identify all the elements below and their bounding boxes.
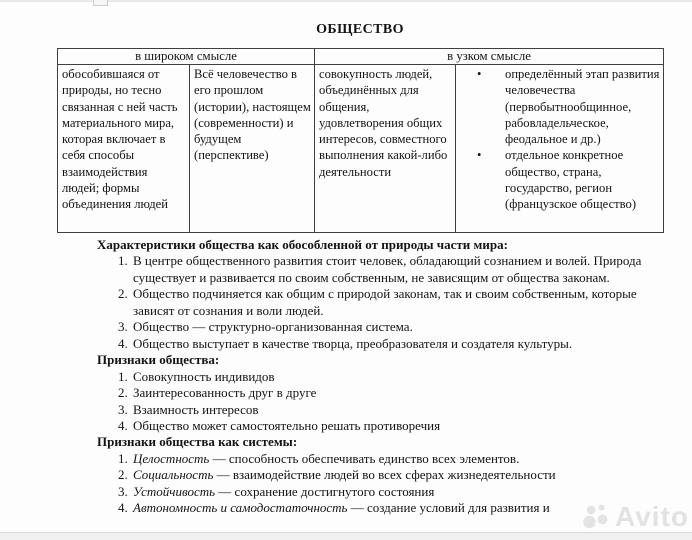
list-item xyxy=(97,286,659,319)
list-item xyxy=(460,66,660,147)
item-text: Совокупность индивидов xyxy=(133,368,275,384)
bottom-bar xyxy=(0,532,692,540)
table-header-row xyxy=(58,49,664,65)
item-term: Целостность xyxy=(133,450,210,466)
item-number: 1. xyxy=(118,450,128,466)
item-text: Заинтересованность друг в друге xyxy=(133,385,317,401)
section-heading-system-signs: Признаки общества как системы: xyxy=(97,434,298,450)
section-heading-signs: Признаки общества: xyxy=(97,352,220,368)
item-text: Взаимность интересов xyxy=(133,401,259,417)
item-text: Общество может самостоятельно решать противоречия xyxy=(133,417,441,433)
item-number: 1. xyxy=(118,253,128,269)
list-item xyxy=(97,369,659,385)
bullet-text: определённый этап развития человечества (первобытнообщинное, рабовладельческое, феодальное и др.) xyxy=(505,67,660,147)
avito-watermark-label: Avito xyxy=(615,501,689,532)
item-term: Устойчивость xyxy=(133,483,216,499)
list-item xyxy=(97,500,659,516)
item-text xyxy=(133,500,659,516)
bullet-text: отдельное конкретное общество, страна, государство, регион (французское общество) xyxy=(505,148,637,212)
item-number: 2. xyxy=(118,467,128,483)
item-number: 4. xyxy=(118,335,128,351)
item-text xyxy=(133,484,659,500)
item-term: Социальность xyxy=(133,467,214,483)
item-number: 1. xyxy=(118,368,128,384)
society-definitions-table xyxy=(57,48,664,233)
item-rest: — взаимодействие людей во всех сферах жизнедеятельности xyxy=(213,467,556,483)
item-text xyxy=(133,467,659,483)
section-heading-characteristics: Характеристики общества как обособленной от природы части мира: xyxy=(97,237,508,252)
list-item xyxy=(97,467,659,483)
item-number: 3. xyxy=(118,401,128,417)
cell-broad-definition-2: Всё человечество в его прошлом (истории), настоящем (современности) и будущем (перспективе) xyxy=(190,65,315,233)
item-text xyxy=(133,451,659,467)
list-item xyxy=(97,385,659,401)
item-term: Автономность и самодостаточность xyxy=(133,500,348,516)
header-broad-sense: в широком смысле xyxy=(58,49,315,65)
list-item xyxy=(97,336,659,352)
item-number: 2. xyxy=(118,385,128,401)
item-number: 4. xyxy=(118,500,128,516)
item-rest: — способность обеспечивать единство всех элементов. xyxy=(209,450,520,466)
list-item xyxy=(97,418,659,434)
list-item xyxy=(460,147,660,212)
item-text: Общество — структурно-организованная система. xyxy=(133,319,413,335)
page-title: ОБЩЕСТВО xyxy=(316,22,404,37)
notes-text-block xyxy=(97,237,659,517)
item-number: 3. xyxy=(118,319,128,335)
cropped-ui-fragment xyxy=(93,0,108,6)
bullet-icon: • xyxy=(477,67,482,81)
item-rest: — сохранение достигнутого состояния xyxy=(215,483,435,499)
item-number: 3. xyxy=(118,483,128,499)
item-text: Общество выступает в качестве творца, преобразователя и создателя культуры. xyxy=(133,335,573,351)
list-item xyxy=(97,253,659,286)
bullet-icon: • xyxy=(477,148,482,163)
item-text: В центре общественного развития стоит человек, обладающий сознанием и волей. Природа существует и развивается по своим собственным, не зависящим от общества законам. xyxy=(133,253,642,285)
list-item xyxy=(97,402,659,418)
item-number: 2. xyxy=(118,286,128,302)
narrow-definition-bullet-list xyxy=(460,66,660,213)
item-text: Общество подчиняется как общим с природой законам, так и своим собственным, которые зависят от сознания и воли людей. xyxy=(133,286,637,318)
list-item xyxy=(97,451,659,467)
list-item xyxy=(97,319,659,335)
cell-broad-definition-1: обособившаяся от природы, но тесно связанная с ней часть материального мира, которая включает в себя способы взаимодействия людей; формы объединения людей xyxy=(58,65,190,233)
list-item xyxy=(97,484,659,500)
cell-narrow-definition-1: совокупность людей, объединённых для общения, удовлетворения общих интересов, совместного выполнения какой-либо деятельности xyxy=(315,65,456,233)
item-rest: — создание условий для развития и xyxy=(347,500,550,516)
table-body-row xyxy=(58,65,664,233)
item-number: 4. xyxy=(118,417,128,433)
cell-narrow-definition-2 xyxy=(456,65,664,233)
header-narrow-sense: в узком смысле xyxy=(315,49,664,65)
